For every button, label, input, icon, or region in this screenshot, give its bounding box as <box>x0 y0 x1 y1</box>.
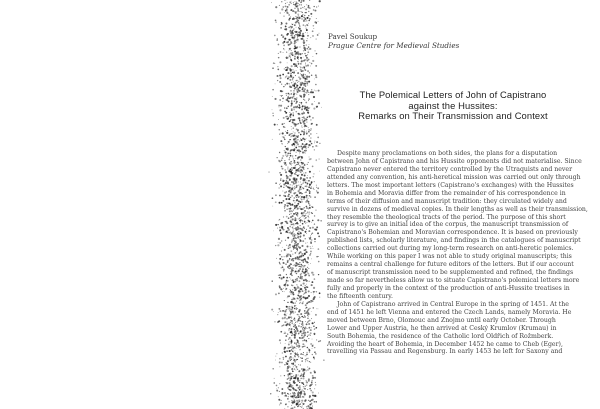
scan-gutter-shadow <box>268 0 326 409</box>
body-line: South Bohemia, the residence of the Catholic lord Oldřich of Rožmberk. <box>327 332 554 340</box>
body-line: Capistrano's Bohemian and Moravian correspondence. It is based on previously <box>327 229 578 237</box>
body-line: they resemble the theological tracts of the period. The purpose of this short <box>327 213 566 221</box>
body-line: in Bohemia and Moravia differ from the remainder of his correspondence in <box>327 189 566 197</box>
body-line: attended any convention, his anti-heretical mission was carried out only through <box>327 173 581 181</box>
body-line: between John of Capistrano and his Hussite opponents did not materialise. Since <box>327 157 582 165</box>
gutter-noise-graphic <box>268 0 326 409</box>
body-line: terms of their diffusion and manuscript tradition: they circulated widely and <box>327 197 567 205</box>
body-line: While working on this paper I was not able to study original manuscripts; this <box>327 253 572 261</box>
article-body <box>327 150 595 356</box>
author-name: Pavel Soukup <box>328 32 378 41</box>
body-line: John of Capistrano arrived in Central Europe in the spring of 1451. At the <box>337 300 569 308</box>
body-line: Capistrano never entered the territory controlled by the Utraquists and never <box>327 165 573 173</box>
article-title <box>318 90 588 122</box>
body-line: Lower and Upper Austria, he then arrived at Český Krumlov (Krumau) in <box>327 324 557 332</box>
body-line: collections carried out during my long-term research on anti-heretic polemics. <box>327 245 574 253</box>
body-line: letters. The most important letters (Capistrano's exchanges) with the Hussites <box>327 181 574 189</box>
body-line: Avoiding the heart of Bohemia, in December 1452 he came to Cheb (Eger), <box>327 340 563 348</box>
body-line: Despite many proclamations on both sides, the plans for a disputation <box>337 150 558 157</box>
body-line: the fifteenth century. <box>327 292 393 300</box>
body-line: published lists, scholarly literature, and findings in the catalogues of manuscript <box>327 237 581 245</box>
title-line-1: The Polemical Letters of John of Capistrano <box>359 89 547 100</box>
body-line: survive in dozens of medieval copies. In their lengths as well as their transmission, <box>327 205 588 213</box>
body-line: made so far nevertheless allow us to situate Capistrano's polemical letters more <box>327 277 580 284</box>
author-block <box>328 32 459 50</box>
body-line: travelling via Passau and Regensburg. In early 1453 he left for Saxony and <box>327 348 563 356</box>
body-line: of manuscript transmission need to be supplemented and refined, the findings <box>327 269 574 277</box>
body-line: moved between Brno, Olomouc and Znojmo until early October. Through <box>327 316 556 324</box>
title-line-2: against the Hussites: <box>408 99 498 111</box>
body-line: remains a central challenge for future editors of the letters. But if our account <box>327 261 574 269</box>
body-line: survey is to give an initial idea of the corpus, the manuscript transmission of <box>327 221 569 229</box>
body-line: fully and properly in the context of the production of anti-Hussite treatises in <box>327 284 570 292</box>
title-line-3: Remarks on Their Transmission and Context <box>358 110 548 122</box>
author-affiliation: Prague Centre for Medieval Studies <box>328 41 460 50</box>
body-line: end of 1451 he left Vienna and entered the Czech Lands, namely Moravia. He <box>327 308 572 316</box>
